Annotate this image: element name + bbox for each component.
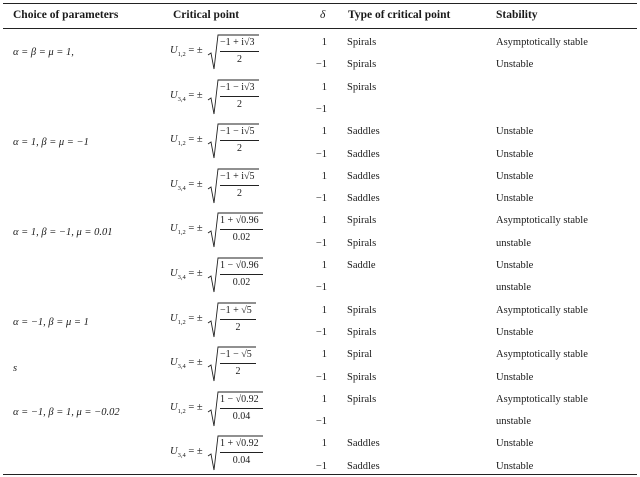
formula-numerator: −1 − i√5: [220, 126, 255, 138]
formula-numerator: 1 + √0.96: [220, 215, 259, 227]
critical-point-symbol: U: [170, 89, 178, 101]
stability-value: Unstable: [496, 460, 534, 472]
critical-point-type: Saddle: [347, 260, 376, 271]
critical-point-prefix: = ±: [185, 268, 203, 279]
delta-value: 1: [321, 349, 327, 361]
critical-point-prefix: = ±: [185, 178, 203, 190]
formula-denominator: 2: [237, 143, 242, 155]
critical-point-type: Spirals: [347, 59, 377, 71]
critical-point-prefix: = ±: [185, 89, 203, 101]
delta-value: −1: [315, 416, 327, 428]
critical-point-type: Spirals: [347, 326, 377, 338]
stability-value: Unstable: [496, 148, 534, 160]
delta-value: 1: [321, 215, 327, 227]
stability-value: Unstable: [496, 371, 534, 383]
critical-point-type: Saddles: [347, 126, 380, 138]
critical-point-prefix: = ±: [185, 401, 203, 413]
formula-denominator: 2: [237, 54, 242, 65]
critical-point-subscript: 3,4: [177, 363, 186, 371]
table-header-rule: [3, 28, 637, 29]
formula-denominator: 2: [235, 321, 241, 333]
stability-value: Asymptotically stable: [496, 215, 588, 227]
critical-point-type: Spirals: [347, 37, 377, 48]
stability-value: Unstable: [496, 193, 534, 205]
stability-value: unstable: [496, 282, 531, 294]
formula-numerator: 1 − √0.92: [220, 393, 259, 405]
formula-numerator: −1 − √5: [220, 349, 252, 361]
critical-point-symbol: U: [170, 401, 178, 413]
stability-value: Asymptotically stable: [496, 304, 588, 316]
delta-value: 1: [321, 304, 327, 316]
formula-denominator: 0.02: [232, 232, 251, 244]
critical-point-type: Spirals: [347, 393, 377, 405]
critical-point-type: Spirals: [347, 304, 377, 316]
delta-value: 1: [321, 126, 327, 138]
fraction-bar: [220, 363, 256, 364]
param-choice: α = β = μ = 1,: [13, 47, 74, 58]
fraction-bar: [220, 452, 263, 453]
critical-point-prefix: = ±: [185, 134, 203, 146]
critical-point-type: Spirals: [347, 237, 377, 249]
stability-value: unstable: [496, 237, 531, 249]
fraction-bar: [220, 229, 263, 230]
critical-point-symbol: U: [170, 268, 178, 279]
delta-value: 1: [321, 393, 327, 405]
table-bottom-rule: [3, 474, 637, 475]
stability-value: Asymptotically stable: [496, 393, 588, 405]
critical-point-prefix: = ±: [185, 446, 203, 458]
critical-point-type: Saddles: [347, 170, 380, 182]
delta-value: 1: [321, 37, 327, 48]
param-choice: α = 1, β = μ = −1: [13, 137, 89, 148]
delta-value: 1: [321, 81, 327, 93]
formula-denominator: 2: [237, 187, 242, 199]
critical-point-subscript: 3,4: [177, 274, 186, 281]
delta-value: −1: [315, 59, 327, 71]
critical-point-formula: [170, 211, 290, 251]
critical-point-formula: [170, 167, 290, 207]
stability-value: Unstable: [496, 59, 534, 71]
critical-point-prefix: = ±: [185, 357, 203, 369]
critical-point-subscript: 1,2: [177, 229, 186, 237]
critical-point-subscript: 3,4: [177, 95, 186, 103]
critical-point-subscript: 3,4: [177, 452, 186, 460]
param-choice: α = −1, β = 1, μ = −0.02: [13, 407, 120, 418]
delta-value: −1: [315, 460, 327, 472]
critical-point-formula: [170, 345, 290, 385]
delta-value: −1: [315, 326, 327, 338]
stability-value: Unstable: [496, 126, 534, 138]
delta-value: −1: [315, 148, 327, 160]
critical-point-type: Saddles: [347, 460, 380, 472]
formula-numerator: 1 + √0.92: [220, 438, 259, 450]
stability-value: Unstable: [496, 326, 534, 338]
param-choice: α = 1, β = −1, μ = 0.01: [13, 227, 113, 238]
header-type: Type of critical point: [348, 9, 451, 21]
stability-value: Unstable: [496, 438, 534, 450]
critical-point-symbol: U: [170, 312, 178, 324]
critical-point-prefix: = ±: [185, 45, 203, 56]
critical-point-formula: [170, 122, 290, 162]
delta-value: −1: [315, 282, 327, 294]
formula-denominator: 2: [237, 98, 242, 110]
critical-point-type: Saddles: [347, 438, 380, 450]
delta-value: −1: [315, 193, 327, 205]
critical-point-formula: [170, 390, 290, 430]
formula-numerator: −1 + i√5: [220, 170, 255, 182]
critical-point-prefix: = ±: [185, 312, 203, 324]
stability-value: Asymptotically stable: [496, 37, 588, 48]
formula-numerator: −1 + √5: [220, 304, 252, 316]
critical-point-subscript: 1,2: [177, 318, 186, 326]
fraction-bar: [220, 319, 256, 320]
critical-point-type: Spirals: [347, 81, 377, 93]
critical-point-formula: [170, 256, 290, 296]
critical-point-symbol: U: [170, 446, 178, 458]
formula-denominator: 0.04: [232, 410, 251, 422]
critical-point-symbol: U: [170, 357, 178, 369]
formula-denominator: 0.02: [232, 277, 251, 288]
critical-point-type: Spirals: [347, 371, 377, 383]
critical-point-formula: [170, 301, 290, 341]
critical-point-type: Spiral: [347, 349, 373, 361]
param-choice: α = −1, β = μ = 1: [13, 317, 89, 328]
delta-value: 1: [321, 170, 327, 182]
delta-value: −1: [315, 237, 327, 249]
critical-point-subscript: 1,2: [177, 51, 186, 58]
stability-value: Unstable: [496, 260, 534, 271]
critical-point-formula: [170, 33, 290, 73]
fraction-bar: [220, 51, 259, 52]
formula-numerator: −1 − i√3: [220, 81, 255, 93]
stability-value: Asymptotically stable: [496, 349, 588, 361]
table-top-rule: [3, 3, 637, 4]
header-delta: δ: [320, 9, 326, 21]
critical-point-subscript: 3,4: [177, 184, 186, 192]
critical-point-type: Saddles: [347, 193, 380, 205]
critical-point-prefix: = ±: [185, 223, 203, 235]
critical-point-formula: [170, 78, 290, 118]
formula-denominator: 2: [235, 366, 241, 378]
critical-point-formula: [170, 434, 290, 474]
formula-numerator: 1 − √0.96: [220, 260, 259, 271]
critical-point-symbol: U: [170, 178, 178, 190]
delta-value: 1: [321, 260, 327, 271]
header-stability: Stability: [496, 9, 538, 21]
fraction-bar: [220, 96, 259, 97]
critical-point-subscript: 1,2: [177, 407, 186, 415]
header-params: Choice of parameters: [13, 9, 119, 21]
critical-point-type: Saddles: [347, 148, 380, 160]
critical-point-symbol: U: [170, 134, 178, 146]
formula-denominator: 0.04: [232, 455, 251, 467]
delta-value: 1: [321, 438, 327, 450]
fraction-bar: [220, 274, 263, 275]
critical-point-type: Spirals: [347, 215, 377, 227]
header-critical-point: Critical point: [173, 9, 240, 21]
critical-point-symbol: U: [170, 45, 178, 56]
param-choice: s: [13, 363, 18, 374]
fraction-bar: [220, 408, 263, 409]
delta-value: −1: [315, 371, 327, 383]
stability-value: unstable: [496, 416, 531, 428]
stability-value: Unstable: [496, 170, 534, 182]
critical-point-subscript: 1,2: [177, 140, 186, 148]
fraction-bar: [220, 140, 259, 141]
formula-numerator: −1 + i√3: [220, 37, 255, 48]
fraction-bar: [220, 185, 259, 186]
critical-point-symbol: U: [170, 223, 178, 235]
delta-value: −1: [315, 103, 327, 115]
